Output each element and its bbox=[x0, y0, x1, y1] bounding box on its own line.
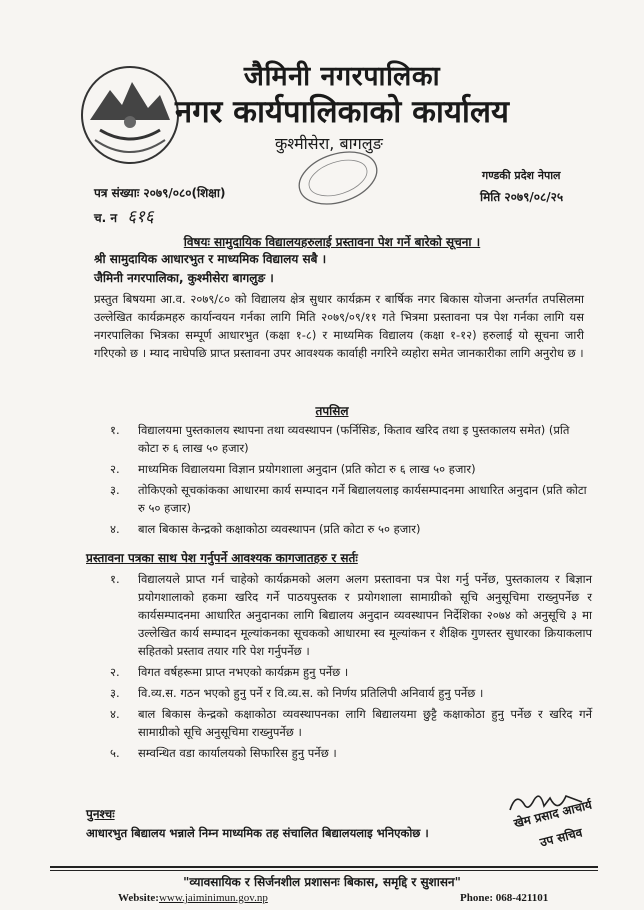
list-item bbox=[110, 684, 592, 702]
letter-subject: विषयः सामुदायिक विद्यालयहरुलाई प्रस्तावना पेश गर्ने बारेको सूचना । bbox=[183, 235, 481, 249]
footer-motto: "व्यावसायिक र सिर्जनशील प्रशासनः बिकास, समृद्दि र सुशासन" bbox=[183, 875, 461, 889]
office-name: जैमिनी नगरपालिका bbox=[243, 61, 441, 92]
province-label: गण्डकी प्रदेश नेपाल bbox=[482, 169, 561, 182]
list-item-number: ५. bbox=[110, 746, 120, 760]
signer-name: खेम प्रसाद आचार्य bbox=[512, 797, 594, 831]
list-item-text: विद्यालयले प्राप्त गर्न चाहेको कार्यक्रमको अलग अलग प्रस्तावना पत्र पेश गर्नु पर्नेछ, पुस्तकालय र बिज्ञान प्रयोगशालाको हकमा खरिद गर्ने पाठयपुस्तक र प्रयोगशाला सामाग्रीको सूचि अनुसूचिमा राख्नुपर्नेछ र कार्यसम्पादनमा आधारित अनुदानका लागि बिद्यालय अनुदान व्यवस्थापन निर्देशिका २०७४ को अनुसूचि ३ मा उल्लेखित कार्य सम्पादन मूल्यांकनका सूचकको आधारमा स्व मूल्यांकन र शैक्षिक गुणस्तर सुधारका क्रियाकलाप सहितको प्रस्ताव तयार गरि पेश गर्नुपर्नेछ । bbox=[138, 572, 592, 658]
list-item bbox=[110, 481, 590, 517]
list-item bbox=[110, 421, 590, 457]
requirements-list bbox=[110, 570, 592, 765]
tapasil-list bbox=[110, 421, 590, 541]
postscript-text: आधारभुत बिद्यालय भन्नाले निम्न माध्यमिक तह संचालित बिद्यालयलाइ भनिएकोछ । bbox=[86, 826, 429, 840]
postscript-label: पुनश्चः bbox=[86, 807, 115, 821]
list-item bbox=[110, 520, 590, 538]
recipient-line-1: श्री सामुदायिक आधारभुत र माध्यमिक विद्यालय सबै । bbox=[94, 252, 327, 266]
dispatch-number-label: च. न bbox=[94, 211, 118, 225]
list-item-text: विद्यालयमा पुस्तकालय स्थापना तथा व्यवस्थापन (फर्निसिङ, किताव खरिद तथा इ पुस्तकालय समेत) (प्रति कोटा रु ६ लाख ५० हजार) bbox=[138, 423, 570, 455]
office-address: कुश्मीसेरा, बागलुङ bbox=[275, 134, 383, 153]
signer-title: उप सचिव bbox=[538, 825, 584, 850]
footer-divider bbox=[50, 866, 598, 868]
list-item-number: १. bbox=[110, 423, 120, 437]
list-item bbox=[110, 570, 592, 660]
office-subtitle: नगर कार्यपालिकाको कार्यालय bbox=[175, 94, 509, 130]
list-item-text: वि.व्य.स. गठन भएको हुनु पर्ने र वि.व्य.स. को निर्णय प्रतिलिपी अनिवार्य हुनु पर्नेछ । bbox=[138, 686, 484, 700]
office-stamp-icon bbox=[292, 148, 384, 208]
dispatch-number-value: ६१६ bbox=[127, 207, 154, 227]
list-item-number: ३. bbox=[110, 686, 120, 700]
list-item bbox=[110, 460, 590, 478]
list-item-number: ३. bbox=[110, 483, 120, 497]
reference-number: पत्र संख्याः २०७९/०८०(शिक्षा) bbox=[94, 186, 226, 200]
list-item-number: २. bbox=[110, 665, 120, 679]
tapasil-title: तपसिल bbox=[315, 404, 349, 418]
dispatch-number bbox=[94, 204, 154, 227]
letter-body: प्रस्तुत बिषयमा आ.व. २०७९/८० को विद्यालय क्षेत्र सुधार कार्यक्रम र बार्षिक नगर बिकास योजना अन्तर्गत तपसिलमा उल्लेखित कार्यक्रमहरु कार्यान्वयन गर्नका लागि मिति २०७९/०९/११ गते भित्रमा प्रस्तावना पत्र पेश गर्नका लागि यस नगरपालिका भित्रका सम्पूर्ण आधारभुत (कक्षा १-८) र माध्यमिक विद्यालय (कक्षा १-१२) हरुलाई यो सूचना जारी गरिएको छ । म्याद नाघेपछि प्राप्त प्रस्तावना उपर आवश्यक कार्वाही नगरिने व्यहोरा समेत जानकारीका लागि अनुरोध छ । bbox=[94, 292, 584, 360]
list-item-text: बाल बिकास केन्द्रको कक्षाकोठा व्यवस्थापनका लागि बिद्यालयमा छुट्टै कक्षाकोठा हुनु पर्नेछ र खरिद गर्ने सामाग्रीको सूचि अनुसूचिमा राख्नुपर्नेछ । bbox=[138, 707, 592, 739]
letter-date: मिति २०७९/०८/२५ bbox=[480, 190, 564, 204]
list-item-number: १. bbox=[110, 572, 120, 586]
list-item-number: ४. bbox=[110, 522, 120, 536]
website-label: Website: bbox=[118, 892, 159, 904]
list-item bbox=[110, 663, 592, 681]
website-link[interactable]: www.jaiminimun.gov.np bbox=[158, 892, 268, 904]
requirements-title: प्रस्तावना पत्रका साथ पेश गर्नुपर्ने आवश्यक कागजातहरु र सर्तः bbox=[86, 551, 358, 565]
list-item-text: विगत वर्षहरूमा प्राप्त नभएको कार्यक्रम हुनु पर्नेछ । bbox=[138, 665, 349, 679]
list-item bbox=[110, 705, 592, 741]
list-item-text: माध्यमिक विद्यालयमा विज्ञान प्रयोगशाला अनुदान (प्रति कोटा रु ६ लाख ५० हजार) bbox=[138, 462, 476, 476]
list-item-number: २. bbox=[110, 462, 120, 476]
list-item-number: ४. bbox=[110, 707, 120, 721]
footer-divider-thin bbox=[50, 870, 598, 871]
footer-phone: Phone: 068-421101 bbox=[460, 892, 549, 904]
list-item-text: बाल बिकास केन्द्रको कक्षाकोठा व्यवस्थापन (प्रति कोटा रु ५० हजार) bbox=[138, 522, 421, 536]
list-item-text: तोकिएको सूचकांकका आधारमा कार्य सम्पादन गर्ने बिद्यालयलाइ कार्यसम्पादनमा आधारित अनुदान (प्रति कोटा रु ५० हजार) bbox=[138, 483, 587, 515]
list-item-text: सम्वन्धित वडा कार्यालयको सिफारिस हुनु पर्नेछ । bbox=[138, 746, 337, 760]
recipient-line-2: जैमिनी नगरपालिका, कुश्मीसेरा बागलुङ । bbox=[94, 271, 274, 285]
footer-website bbox=[118, 892, 268, 904]
list-item bbox=[110, 744, 592, 762]
